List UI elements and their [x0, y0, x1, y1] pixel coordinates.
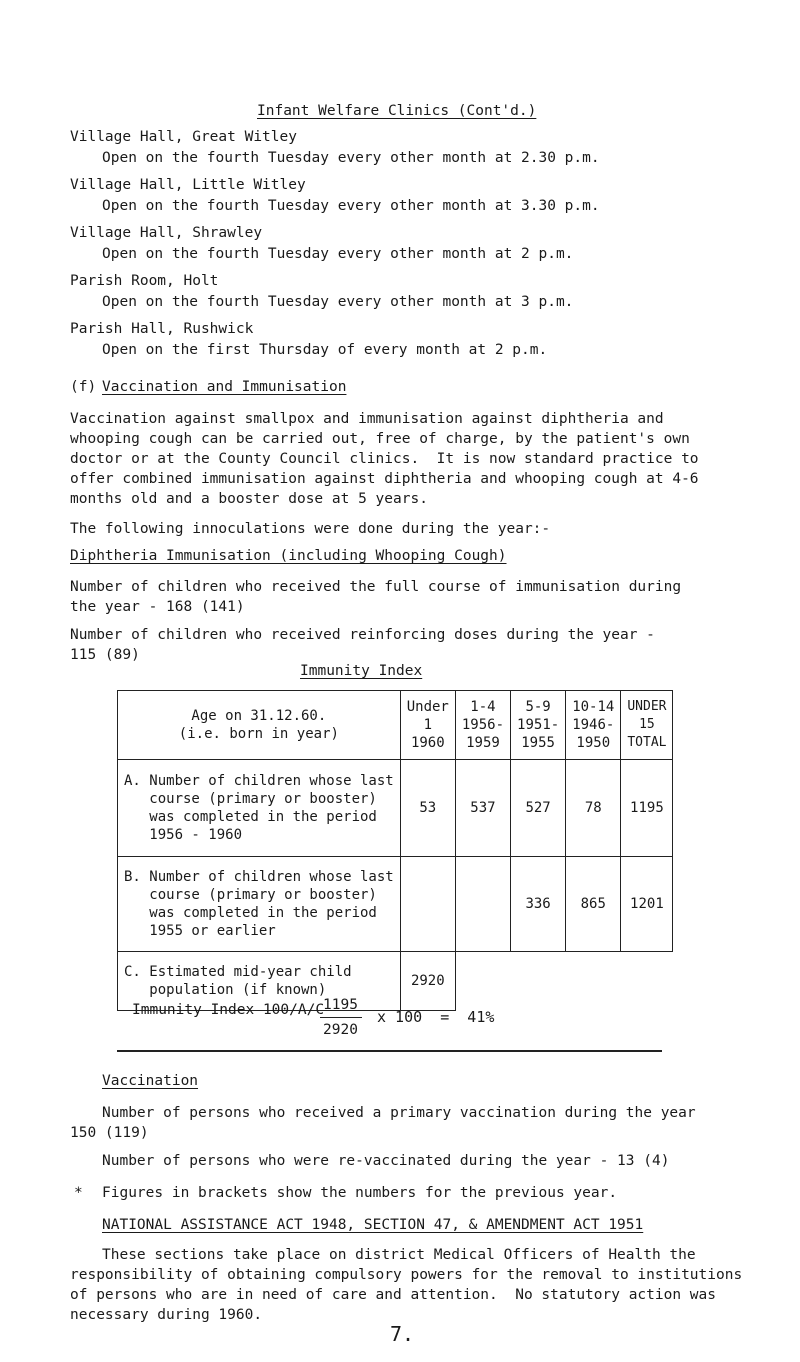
paragraph-line: necessary during 1960.	[70, 1307, 263, 1323]
row-label-line: B. Number of children whose last	[124, 869, 394, 885]
table-cell: 537	[455, 760, 510, 857]
index-denominator: 2920	[323, 1022, 358, 1038]
full-course-line: Number of children who received the full course of immunisation during	[70, 579, 682, 595]
col-header-line: 1955	[521, 735, 555, 751]
page-number: 7.	[390, 1322, 415, 1346]
clinic-detail: Open on the fourth Tuesday every other month at 2 p.m.	[102, 246, 574, 262]
age-header-line: Age on 31.12.60.	[191, 708, 327, 724]
paragraph-line: These sections take place on district Medical Officers of Health the	[102, 1247, 696, 1263]
index-numerator: 1195	[323, 997, 358, 1013]
row-label-line: population (if known)	[124, 982, 327, 998]
section-heading: Vaccination and Immunisation	[102, 379, 347, 395]
col-header-line: 1951-	[517, 717, 560, 733]
fraction-bar	[320, 1017, 362, 1018]
row-label	[118, 760, 401, 857]
paragraph-line: Vaccination against smallpox and immunisation against diphtheria and	[70, 411, 664, 427]
footnote-mark: *	[74, 1185, 83, 1201]
diphtheria-heading: Diphtheria Immunisation (including Whooping Cough)	[70, 548, 507, 564]
col-header-line: UNDER 15	[627, 699, 667, 732]
col-10-14	[566, 691, 621, 760]
table-row	[118, 760, 673, 857]
col-under-1	[400, 691, 455, 760]
col-header-line: TOTAL	[627, 735, 667, 750]
table-row	[118, 857, 673, 952]
row-label-line: A. Number of children whose last	[124, 773, 394, 789]
section-label: (f)	[70, 379, 97, 395]
clinic-name: Village Hall, Great Witley	[70, 129, 297, 145]
page-title: Infant Welfare Clinics (Cont'd.)	[257, 103, 537, 119]
col-header-line: 1960	[410, 735, 445, 751]
row-label	[118, 857, 401, 952]
primary-vaccination-line: Number of persons who received a primary vaccination during the year	[102, 1105, 696, 1121]
table-cell	[455, 857, 510, 952]
full-course-count: the year - 168 (141)	[70, 599, 245, 615]
row-label-line: was completed in the period	[124, 809, 377, 825]
clinic-detail: Open on the first Thursday of every month at 2 p.m.	[102, 342, 548, 358]
primary-vaccination-count: 150 (119)	[70, 1125, 149, 1141]
col-header-line: 10-14	[572, 699, 615, 715]
row-label-line: 1956 - 1960	[124, 827, 243, 843]
footnote-text: Figures in brackets show the numbers for the previous year.	[102, 1185, 618, 1201]
table-cell: 78	[566, 760, 621, 857]
clinic-name: Village Hall, Little Witley	[70, 177, 306, 193]
paragraph-line: offer combined immunisation against diphtheria and whooping cough at 4-6	[70, 471, 699, 487]
col-header-line: 5-9	[525, 699, 551, 715]
row-label-line: C. Estimated mid-year child	[124, 964, 352, 980]
table-cell: 1201	[621, 857, 673, 952]
immunity-index-table	[117, 690, 673, 1011]
col-header-line: 1959	[466, 735, 500, 751]
paragraph-line: whooping cough can be carried out, free of charge, by the patient's own	[70, 431, 690, 447]
immunity-index-heading: Immunity Index	[300, 663, 423, 679]
col-header-line: 1	[423, 717, 433, 733]
reinforcing-line: Number of children who received reinforcing doses during the year -	[70, 627, 655, 643]
empty-cell	[455, 952, 673, 1011]
clinic-name: Parish Hall, Rushwick	[70, 321, 254, 337]
col-5-9	[511, 691, 566, 760]
clinic-name: Village Hall, Shrawley	[70, 225, 263, 241]
table-cell: 2920	[400, 952, 455, 1011]
col-under-15-total	[621, 691, 673, 760]
row-label-line: course (primary or booster)	[124, 791, 377, 807]
col-header-line: 1956-	[461, 717, 505, 733]
revaccination-line: Number of persons who were re-vaccinated during the year - 13 (4)	[102, 1153, 670, 1169]
col-header-line: 1946-	[572, 717, 615, 733]
col-header-line: 1-4	[470, 699, 496, 715]
col-header-line: Under	[406, 699, 449, 715]
section-divider	[117, 1050, 662, 1052]
reinforcing-count: 115 (89)	[70, 647, 140, 663]
table-cell: 865	[566, 857, 621, 952]
clinic-name: Parish Room, Holt	[70, 273, 219, 289]
paragraph-line: months old and a booster dose at 5 years.	[70, 491, 428, 507]
vaccination-heading: Vaccination	[102, 1073, 199, 1089]
national-assistance-heading: NATIONAL ASSISTANCE ACT 1948, SECTION 47, & AMENDMENT ACT 1951	[102, 1217, 644, 1233]
paragraph-line: doctor or at the County Council clinics. It is now standard practice to	[70, 451, 699, 467]
paragraph-line: of persons who are in need of care and attention. No statutory action was	[70, 1287, 717, 1303]
row-label-line: was completed in the period	[124, 905, 377, 921]
table-cell: 53	[400, 760, 455, 857]
table-cell: 1195	[621, 760, 673, 857]
table-header-row	[118, 691, 673, 760]
row-label-line: course (primary or booster)	[124, 887, 377, 903]
age-header-line: (i.e. born in year)	[178, 726, 339, 742]
clinic-detail: Open on the fourth Tuesday every other month at 3.30 p.m.	[102, 198, 600, 214]
table-cell	[400, 857, 455, 952]
paragraph-line: responsibility of obtaining compulsory powers for the removal to institutions	[70, 1267, 743, 1283]
index-formula-label: Immunity Index 100/A/C	[132, 1002, 325, 1018]
table-cell: 336	[511, 857, 566, 952]
age-header	[118, 691, 401, 760]
clinic-detail: Open on the fourth Tuesday every other month at 3 p.m.	[102, 294, 574, 310]
clinic-detail: Open on the fourth Tuesday every other month at 2.30 p.m.	[102, 150, 600, 166]
index-result: x 100 = 41%	[377, 1008, 495, 1026]
row-label-line: 1955 or earlier	[124, 923, 276, 939]
table-cell: 527	[511, 760, 566, 857]
following-text: The following innoculations were done during the year:-	[70, 521, 551, 537]
col-1-4	[455, 691, 510, 760]
col-header-line: 1950	[576, 735, 611, 751]
